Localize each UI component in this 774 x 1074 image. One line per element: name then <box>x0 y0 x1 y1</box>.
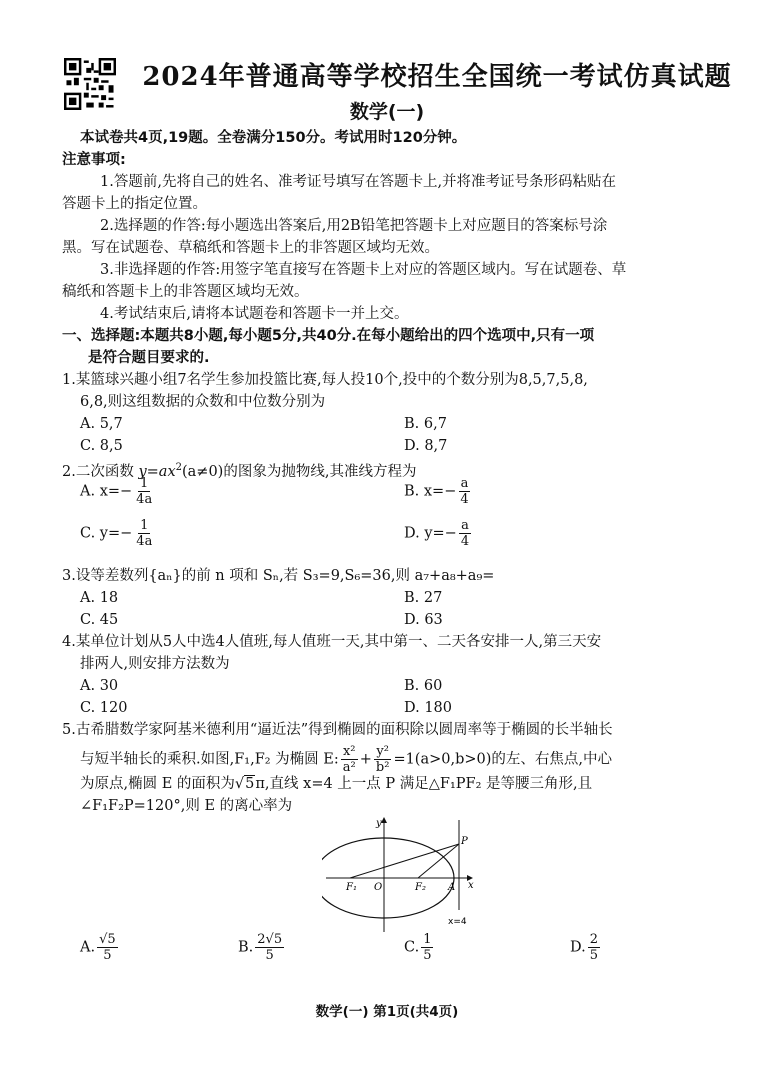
label-o: O <box>374 882 383 893</box>
q1-option-b: B. 6,7 <box>404 416 447 432</box>
q1-stem-line-1: 1.某篮球兴趣小组7名学生参加投篮比赛,每人投10个,投中的个数分别为8,5,7,5,8, <box>62 372 588 388</box>
q5-option-d-prefix: D. <box>570 939 586 956</box>
note-3-line-2: 稿纸和答题卡上的非答题区域均无效。 <box>62 284 309 300</box>
segment-f1-p <box>350 844 459 878</box>
q5-stem-line-3-pre: 为原点,椭圆 E 的面积为√ <box>80 776 245 792</box>
section-heading-line-2: 是符合题目要求的. <box>88 350 210 366</box>
q2-option-b <box>404 476 473 507</box>
label-p: P <box>461 836 468 847</box>
exam-title: 2024年普通高等学校招生全国统一考试仿真试题 <box>142 62 732 92</box>
q2-option-d <box>404 518 473 549</box>
q5-option-a <box>80 932 120 963</box>
q5-stem-line-4: ∠F₁F₂P=120°,则 E 的离心率为 <box>80 798 293 814</box>
q5-plus: + <box>359 751 372 768</box>
section-heading-line-1: 一、选择题:本题共8小题,每小题5分,共40分.在每小题给出的四个选项中,只有一项 <box>62 328 595 344</box>
q2-option-c <box>80 518 156 549</box>
q1-option-a: A. 5,7 <box>80 416 123 432</box>
q5-stem-line-3 <box>80 774 734 794</box>
note-1-line-1: 1.答题前,先将自己的姓名、准考证号填写在答题卡上,并将准考证号条形码粘贴在 <box>100 174 617 190</box>
q4-stem-line-2: 排两人,则安排方法数为 <box>80 656 230 672</box>
q3-stem: 3.设等差数列{aₙ}的前 n 项和 Sₙ,若 S₃=9,S₆=36,则 a₇+a₈+a₉= <box>62 568 495 584</box>
q5-option-c <box>404 932 435 963</box>
ellipse-diagram <box>322 814 482 938</box>
label-f2: F₂ <box>415 882 426 893</box>
q5-frac-x-den: a² <box>342 760 356 775</box>
q2-option-a-num: 1 <box>140 476 149 491</box>
exam-subtitle: 数学(一) <box>349 101 425 123</box>
q5-option-d <box>570 932 602 963</box>
q5-frac-y-num: y² <box>376 744 389 759</box>
note-2-line-1: 2.选择题的作答:每小题选出答案后,用2B铅笔把答题卡上对应题目的答案标号涂 <box>100 218 608 234</box>
q4-option-a: A. 30 <box>80 678 119 694</box>
q2-option-a-prefix: A. x=− <box>80 483 133 500</box>
q4-option-d: D. 180 <box>404 700 453 716</box>
q5-stem-line-2 <box>80 744 734 775</box>
q5-stem-line-2-pre: 与短半轴长的乘积.如图,F₁,F₂ 为椭圆 E: <box>80 751 339 768</box>
q2-option-c-prefix: C. y=− <box>80 525 133 542</box>
label-f1: F₁ <box>346 882 357 893</box>
q3-option-c: C. 45 <box>80 612 119 628</box>
q3-option-b: B. 27 <box>404 590 443 606</box>
q2-option-a-den: 4a <box>136 492 153 507</box>
note-3-line-1: 3.非选择题的作答:用签字笔直接写在答题卡上对应的答题区域内。写在试题卷、草 <box>100 262 627 278</box>
q5-option-d-den: 5 <box>589 948 598 963</box>
segment-f2-p <box>418 844 459 878</box>
q2-option-b-den: 4 <box>460 492 469 507</box>
q5-option-c-num: 1 <box>423 932 432 947</box>
q1-stem-line-2: 6,8,则这组数据的众数和中位数分别为 <box>80 394 326 410</box>
q2-option-c-den: 4a <box>136 534 153 549</box>
q5-option-c-den: 5 <box>423 948 432 963</box>
q5-option-b-num: 2√5 <box>257 932 283 947</box>
q5-option-b-den: 5 <box>265 948 274 963</box>
q2-stem: 2.二次函数 $y=ax^2(a\ne 0)$的图象为抛物线,其准线方程为 <box>62 462 417 480</box>
q4-option-c: C. 120 <box>80 700 128 716</box>
q2-option-d-prefix: D. y=− <box>404 525 457 542</box>
label-line: x=4 <box>448 917 467 927</box>
label-a: A <box>448 882 456 893</box>
q5-option-a-den: 5 <box>103 948 112 963</box>
q5-stem-line-3-post: π,直线 x=4 上一点 P 满足△F₁PF₂ 是等腰三角形,且 <box>255 776 593 792</box>
q4-option-b: B. 60 <box>404 678 443 694</box>
note-4: 4.考试结束后,请将本试题卷和答题卡一并上交。 <box>100 306 409 322</box>
q5-option-b-prefix: B. <box>238 939 254 956</box>
note-1-line-2: 答题卡上的指定位置。 <box>62 196 207 212</box>
q5-frac-x-num: x² <box>342 744 356 759</box>
q5-frac-y-den: b² <box>375 760 390 775</box>
q3-option-d: D. 63 <box>404 612 443 628</box>
q3-option-a: A. 18 <box>80 590 119 606</box>
q2-option-d-num: a <box>461 518 469 533</box>
q5-option-d-num: 2 <box>589 932 598 947</box>
q5-option-a-num: √5 <box>99 932 116 947</box>
q5-stem-line-1: 5.古希腊数学家阿基米德利用“逼近法”得到椭圆的面积除以圆周率等于椭圆的长半轴长 <box>62 722 613 738</box>
label-y: y <box>376 818 382 829</box>
q5-option-c-prefix: C. <box>404 939 420 956</box>
q2-option-b-prefix: B. x=− <box>404 483 457 500</box>
q1-option-d: D. 8,7 <box>404 438 448 454</box>
page-footer: 数学(一) 第1页(共4页) <box>315 1004 459 1020</box>
q5-stem-line-2-post: =1(a>0,b>0)的左、右焦点,中心 <box>393 751 613 768</box>
notes-heading: 注意事项: <box>62 152 126 168</box>
label-x: x <box>468 880 474 891</box>
q2-stem-condition: (a≠0)的图象为抛物线,其准线方程为 <box>182 463 417 480</box>
q5-option-b <box>238 932 286 963</box>
q2-option-a <box>80 476 156 507</box>
q4-stem-line-1: 4.某单位计划从5人中选4人值班,每人值班一天,其中第一、二天各安排一人,第三天安 <box>62 634 602 650</box>
note-2-line-2: 黑。写在试题卷、草稿纸和答题卡上的非答题区域均无效。 <box>62 240 439 256</box>
exam-intro: 本试卷共4页,19题。全卷满分150分。考试用时120分钟。 <box>80 130 467 146</box>
q5-option-a-prefix: A. <box>80 939 96 956</box>
q2-function: y=ax <box>138 463 176 480</box>
q1-option-c: C. 8,5 <box>80 438 123 454</box>
q2-option-d-den: 4 <box>460 534 470 549</box>
q2-stem-prefix: 2.二次函数 <box>62 463 139 480</box>
q2-option-c-num: 1 <box>140 518 149 533</box>
q5-area-radicand: 5 <box>245 776 255 792</box>
q2-option-b-num: a <box>460 476 469 491</box>
